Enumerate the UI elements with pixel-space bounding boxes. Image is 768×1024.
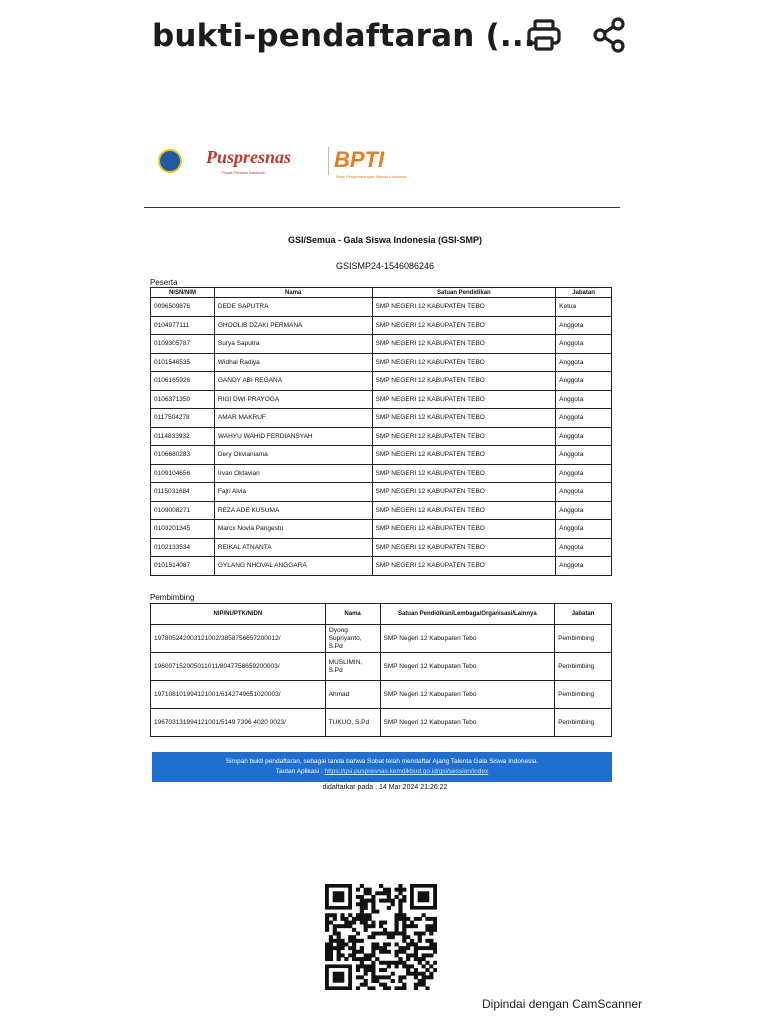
peserta-row bbox=[151, 538, 612, 557]
peserta-row bbox=[151, 483, 612, 502]
header-divider bbox=[144, 207, 620, 208]
table-cell: 0109104656 bbox=[151, 464, 215, 483]
table-cell: SMP Negeri 12 Kabupaten Tebo bbox=[380, 709, 555, 737]
table-cell: 0101514087 bbox=[151, 557, 215, 576]
camscanner-watermark: Dipindai dengan CamScanner bbox=[482, 997, 643, 1011]
peserta-row bbox=[151, 298, 612, 317]
table-cell: 0109305787 bbox=[151, 335, 215, 354]
registration-timestamp: didaftarkar pada : 14 Mar 2024 21:26:22 bbox=[322, 784, 448, 791]
share-icon[interactable] bbox=[590, 16, 630, 56]
peserta-row bbox=[151, 316, 612, 335]
table-cell: SMP NEGERI 12 KABUPATEN TEBO bbox=[372, 409, 556, 428]
table-cell: Anggota bbox=[556, 538, 612, 557]
print-icon[interactable] bbox=[524, 16, 564, 56]
pembimbing-row bbox=[151, 709, 612, 737]
table-cell: 196007152005011011/8047758659200003/ bbox=[151, 653, 326, 681]
table-cell: 0115031684 bbox=[151, 483, 215, 502]
table-cell: Fajri Alvia bbox=[214, 483, 372, 502]
document-title: GSI/Semua - Gala Siswa Indonesia (GSI-SMP) bbox=[287, 235, 483, 245]
table-cell: Marcx Novia Pangestu bbox=[214, 520, 372, 539]
pembimbing-row bbox=[151, 653, 612, 681]
table-cell: RIGI DWI PRAYOGA bbox=[214, 390, 372, 409]
application-link[interactable]: https://gsi.puspresnas.kemdikbud.go.id/gsi/session/index bbox=[324, 768, 489, 775]
logo-divider bbox=[328, 147, 329, 175]
table-cell: 0106680283 bbox=[151, 446, 215, 465]
table-cell: Anggota bbox=[556, 520, 612, 539]
table-cell: WAHYU WAHID FERDIANSYAH bbox=[214, 427, 372, 446]
notice-text: Simpan bukti pendaftaran, sebagai tanda bahwa Sobat telah mendaftar Ajang Talenta Gala Siswa Indonesia. bbox=[225, 758, 539, 765]
kemdikbud-logo-icon bbox=[158, 149, 182, 173]
pembimbing-row bbox=[151, 625, 612, 653]
table-cell: SMP NEGERI 12 KABUPATEN TEBO bbox=[372, 483, 556, 502]
peserta-table bbox=[150, 287, 612, 576]
page-title: bukti-pendaftaran (... bbox=[152, 18, 536, 54]
peserta-row bbox=[151, 372, 612, 391]
peserta-row bbox=[151, 353, 612, 372]
pembimbing-row bbox=[151, 681, 612, 709]
table-cell: 0104977111 bbox=[151, 316, 215, 335]
table-cell: Pembimbing bbox=[555, 653, 612, 681]
peserta-row bbox=[151, 335, 612, 354]
table-cell: Pembimbing bbox=[555, 625, 612, 653]
column-header: Jabatan bbox=[555, 604, 612, 625]
table-cell: SMP NEGERI 12 KABUPATEN TEBO bbox=[372, 501, 556, 520]
table-cell: 197805242003121002/3858756657200012/ bbox=[151, 625, 326, 653]
table-cell: Anggota bbox=[556, 372, 612, 391]
table-cell: 0106371350 bbox=[151, 390, 215, 409]
table-cell: 0102133534 bbox=[151, 538, 215, 557]
table-cell: Pembimbing bbox=[555, 709, 612, 737]
table-cell: Anggota bbox=[556, 501, 612, 520]
pembimbing-label: Pembimbing bbox=[150, 593, 195, 602]
table-cell: Ahmad bbox=[325, 681, 380, 709]
table-cell: SMP NEGERI 12 KABUPATEN TEBO bbox=[372, 390, 556, 409]
table-cell: SMP NEGERI 12 KABUPATEN TEBO bbox=[372, 335, 556, 354]
table-cell: Anggota bbox=[556, 464, 612, 483]
table-cell: TUKUO, S.Pd bbox=[325, 709, 380, 737]
table-cell: Anggota bbox=[556, 335, 612, 354]
bpti-logo: BPTI bbox=[334, 147, 385, 172]
column-header: NISN/NIM bbox=[151, 288, 215, 298]
table-cell: GYLANG NHOVAL ANGGARA bbox=[214, 557, 372, 576]
pembimbing-table bbox=[150, 603, 612, 737]
table-cell: REZA ADE KUSUMA bbox=[214, 501, 372, 520]
table-cell: Oyong Supriyanto, S.Pd bbox=[325, 625, 380, 653]
table-cell: Pembimbing bbox=[555, 681, 612, 709]
notice-link-prefix: Tautan Aplikasi : bbox=[275, 768, 323, 775]
table-cell: SMP Negeri 12 Kabupaten Tebo bbox=[380, 625, 555, 653]
table-cell: REIKAL ATNANTA bbox=[214, 538, 372, 557]
table-cell: Irvan Oktavian bbox=[214, 464, 372, 483]
table-cell: SMP Negeri 12 Kabupaten Tebo bbox=[380, 653, 555, 681]
puspresnas-logo: Puspresnas bbox=[206, 147, 292, 167]
table-cell: Anggota bbox=[556, 316, 612, 335]
table-cell: Anggota bbox=[556, 409, 612, 428]
table-cell: SMP NEGERI 12 KABUPATEN TEBO bbox=[372, 372, 556, 391]
table-cell: Anggota bbox=[556, 446, 612, 465]
column-header: Satuan Pendidikan/Lembaga/Organisasi/Lainnya bbox=[380, 604, 555, 625]
notice-banner bbox=[152, 752, 612, 782]
table-cell: Anggota bbox=[556, 353, 612, 372]
table-cell: Dery Okvianiama bbox=[214, 446, 372, 465]
peserta-row bbox=[151, 409, 612, 428]
peserta-row bbox=[151, 464, 612, 483]
table-cell: Anggota bbox=[556, 483, 612, 502]
registration-code: GSISMP24-1546086246 bbox=[335, 261, 435, 271]
peserta-row bbox=[151, 557, 612, 576]
table-cell: SMP NEGERI 12 KABUPATEN TEBO bbox=[372, 538, 556, 557]
peserta-row bbox=[151, 520, 612, 539]
table-cell: SMP NEGERI 12 KABUPATEN TEBO bbox=[372, 464, 556, 483]
table-cell: SMP NEGERI 12 KABUPATEN TEBO bbox=[372, 298, 556, 317]
column-header: Nama bbox=[214, 288, 372, 298]
table-cell: AMAR MAKRUF bbox=[214, 409, 372, 428]
table-cell: SMP NEGERI 12 KABUPATEN TEBO bbox=[372, 446, 556, 465]
table-cell: 0117504278 bbox=[151, 409, 215, 428]
table-cell: 0101546535 bbox=[151, 353, 215, 372]
table-cell: SMP Negeri 12 Kabupaten Tebo bbox=[380, 681, 555, 709]
table-cell: GHOOLIB DZAKI PERMANA bbox=[214, 316, 372, 335]
puspresnas-tagline: Pusat Prestasi Nasional bbox=[222, 170, 265, 175]
table-cell: GANDY ABI REGANA bbox=[214, 372, 372, 391]
peserta-label: Peserta bbox=[150, 278, 178, 287]
column-header: Satuan Pendidikan bbox=[372, 288, 556, 298]
table-cell: SMP NEGERI 12 KABUPATEN TEBO bbox=[372, 353, 556, 372]
table-cell: Anggota bbox=[556, 557, 612, 576]
table-cell: Widhal Radiya bbox=[214, 353, 372, 372]
column-header: NIP/NUPTK/NIDN bbox=[151, 604, 326, 625]
column-header: Jabatan bbox=[556, 288, 612, 298]
table-cell: 0109008271 bbox=[151, 501, 215, 520]
table-cell: Surya Saputra bbox=[214, 335, 372, 354]
table-cell: Anggota bbox=[556, 390, 612, 409]
table-cell: 196703131994121001/5149 7396 4020 0023/ bbox=[151, 709, 326, 737]
bpti-tagline: Balai Pengembangan Talenta Indonesia bbox=[336, 174, 407, 179]
table-cell: SMP NEGERI 12 KABUPATEN TEBO bbox=[372, 427, 556, 446]
table-cell: 0096509876 bbox=[151, 298, 215, 317]
peserta-header-row bbox=[151, 288, 612, 298]
table-cell: SMP NEGERI 12 KABUPATEN TEBO bbox=[372, 316, 556, 335]
table-cell: Ketua bbox=[556, 298, 612, 317]
column-header: Nama bbox=[325, 604, 380, 625]
table-cell: DEDE SAPUTRA bbox=[214, 298, 372, 317]
table-cell: 0114833932 bbox=[151, 427, 215, 446]
peserta-row bbox=[151, 390, 612, 409]
qr-code-icon bbox=[325, 884, 437, 990]
table-cell: 0103201345 bbox=[151, 520, 215, 539]
table-cell: 0106165926 bbox=[151, 372, 215, 391]
peserta-row bbox=[151, 501, 612, 520]
peserta-row bbox=[151, 446, 612, 465]
table-cell: MUSLIMIN, S.Pd bbox=[325, 653, 380, 681]
table-cell: 197108101994121001/6142749651020003/ bbox=[151, 681, 326, 709]
peserta-row bbox=[151, 427, 612, 446]
table-cell: SMP NEGERI 12 KABUPATEN TEBO bbox=[372, 557, 556, 576]
table-cell: Anggota bbox=[556, 427, 612, 446]
pembimbing-header-row bbox=[151, 604, 612, 625]
table-cell: SMP NEGERI 12 KABUPATEN TEBO bbox=[372, 520, 556, 539]
